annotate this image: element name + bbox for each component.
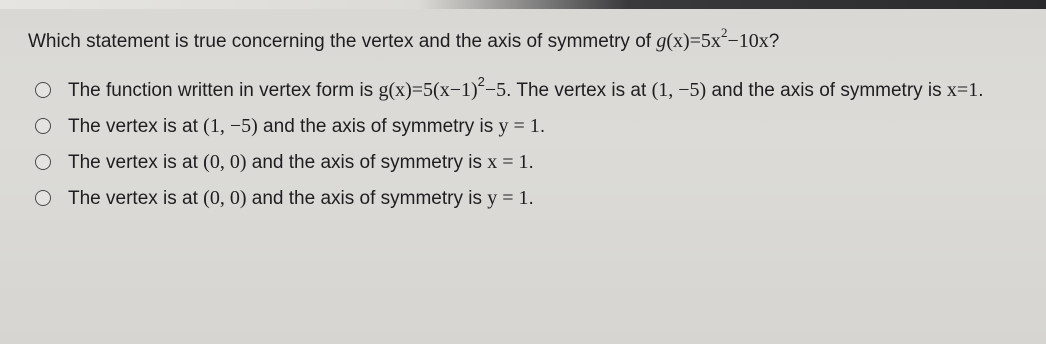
question-text [28,25,780,53]
answer-option-2-label: The vertex is at (1, −5) and the axis of symmetry is y = 1. [68,114,546,137]
answer-option-1[interactable] [30,72,983,108]
radio-button-3[interactable] [35,154,51,170]
question-function: $g(x)=5x^2-10x$ [656,25,769,52]
top-divider [0,0,1046,9]
answer-option-4[interactable] [30,180,983,216]
radio-button-4[interactable] [35,190,51,206]
answer-option-1-label: The function written in vertex form is $g(x)=5(x-1)^2-5$. The vertex is at (1, −5) and the axis of symmetry is x=1. [68,74,984,101]
radio-button-2[interactable] [35,118,51,134]
answer-option-3-label: The vertex is at (0, 0) and the axis of symmetry is x = 1. [68,150,534,173]
answer-option-3[interactable] [30,144,983,180]
answer-option-2[interactable] [30,108,983,144]
answer-option-4-label: The vertex is at (0, 0) and the axis of symmetry is y = 1. [68,186,534,209]
question-suffix: ? [768,31,780,52]
question-prefix: Which statement is true concerning the vertex and the axis of symmetry of [28,31,657,52]
answer-options [30,72,983,216]
radio-button-1[interactable] [35,82,51,98]
